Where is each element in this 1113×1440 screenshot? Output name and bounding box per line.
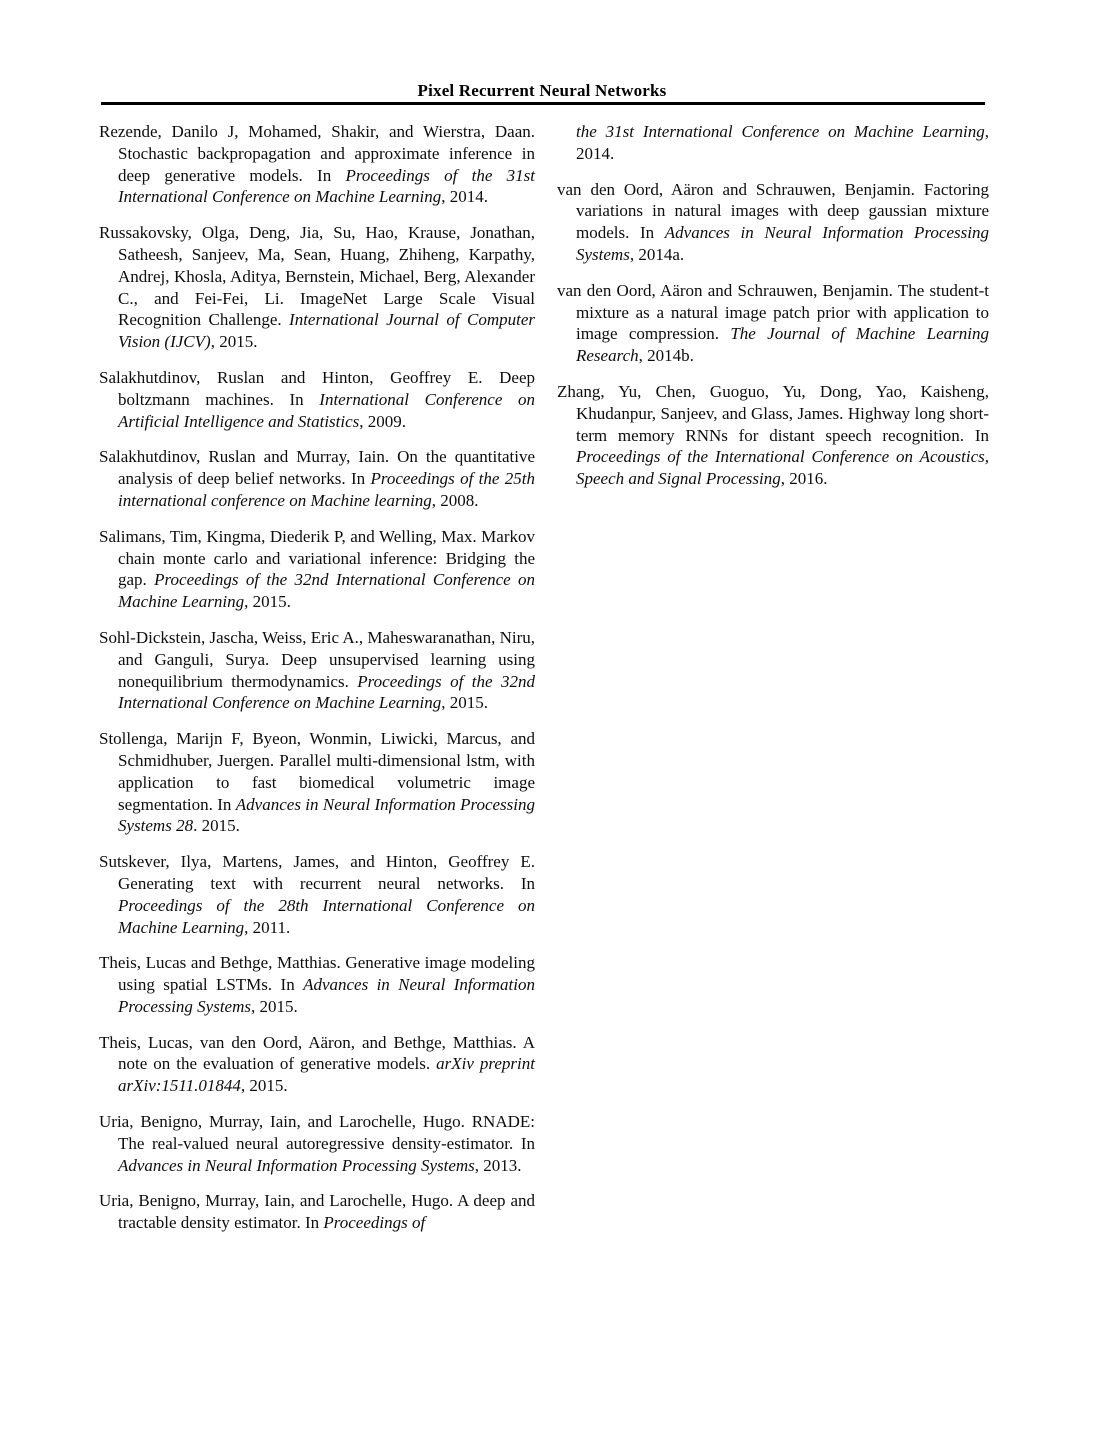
references-column-left bbox=[99, 121, 535, 1248]
reference-text: , 2011. bbox=[244, 917, 291, 937]
reference-venue-text: Proceedings of the 28th International Conference on Machine Learning bbox=[118, 895, 535, 937]
reference-venue-text: Proceedings of the International Conference on Acoustics, Speech and Signal Processing bbox=[576, 447, 989, 489]
reference-text: , 2015. bbox=[210, 332, 258, 352]
reference-entry bbox=[99, 851, 535, 938]
reference-text: , 2008. bbox=[431, 490, 479, 510]
reference-text: , 2016. bbox=[780, 469, 828, 489]
reference-text: , 2015. bbox=[251, 996, 298, 1016]
reference-text: Rezende, Danilo J, Mohamed, Shakir, and Wierstra, Daan. Stochastic backpropagation and approximate inference in deep generative models. In bbox=[99, 122, 535, 185]
reference-venue-text: Proceedings of the 32nd International Conference on Machine Learning bbox=[118, 570, 536, 612]
references-column-right bbox=[557, 121, 989, 504]
reference-venue-text: The Journal of Machine Learning Research bbox=[576, 324, 990, 366]
reference-venue-text: International Conference on Artificial Intelligence and Statistics bbox=[118, 389, 535, 431]
reference-text: , 2014. bbox=[441, 187, 489, 207]
reference-venue-text: Advances in Neural Information Processing Systems 28 bbox=[118, 794, 535, 836]
reference-text: Uria, Benigno, Murray, Iain, and Larochelle, Hugo. RNADE: The real-valued neural autoregressive density-estimator. In bbox=[99, 1112, 535, 1153]
reference-entry bbox=[557, 280, 989, 367]
reference-text: , 2014b. bbox=[638, 346, 694, 366]
reference-entry bbox=[99, 526, 535, 613]
reference-venue-text: Proceedings of the 32nd International Conference on Machine Learning bbox=[118, 671, 535, 713]
reference-text: . 2015. bbox=[193, 816, 240, 836]
reference-venue-text: Proceedings of the 25th international conference on Machine learning bbox=[118, 469, 536, 510]
reference-venue-text: Advances in Neural Information Processing Systems bbox=[118, 975, 535, 1016]
reference-venue-text: Advances in Neural Information Processing Systems bbox=[576, 223, 989, 264]
reference-text: Salakhutdinov, Ruslan and Hinton, Geoffrey E. Deep boltzmann machines. In bbox=[99, 367, 535, 409]
reference-entry bbox=[99, 728, 535, 837]
reference-text: Sutskever, Ilya, Martens, James, and Hinton, Geoffrey E. Generating text with recurrent neural networks. In bbox=[99, 852, 535, 893]
header-rule bbox=[101, 102, 985, 105]
reference-text: Salakhutdinov, Ruslan and Murray, Iain. On the quantitative analysis of deep belief networks. In bbox=[99, 447, 535, 489]
reference-venue-text: Proceedings of bbox=[323, 1213, 426, 1233]
reference-venue-text: the 31st International Conference on Machine Learning bbox=[576, 122, 985, 141]
reference-venue-text: arXiv preprint arXiv:1511.01844 bbox=[118, 1054, 535, 1096]
reference-text: van den Oord, Aäron and Schrauwen, Benjamin. Factoring variations in natural images with deep gaussian mixture models. In bbox=[557, 179, 989, 243]
reference-venue-text: International Journal of Computer Vision (IJCV) bbox=[118, 310, 535, 352]
reference-text: Theis, Lucas and Bethge, Matthias. Generative image modeling using spatial LSTMs. In bbox=[99, 953, 535, 995]
reference-entry bbox=[99, 222, 535, 353]
reference-entry bbox=[99, 1190, 535, 1234]
reference-entry bbox=[99, 121, 535, 208]
reference-entry bbox=[557, 381, 989, 490]
reference-venue-text: Proceedings of the 31st International Conference on Machine Learning bbox=[118, 165, 535, 207]
reference-entry bbox=[99, 952, 535, 1017]
reference-text: Theis, Lucas, van den Oord, Aäron, and Bethge, Matthias. A note on the evaluation of generative models. bbox=[99, 1032, 535, 1074]
reference-entry bbox=[557, 179, 989, 266]
reference-entry bbox=[99, 367, 535, 432]
reference-entry-continuation bbox=[557, 121, 989, 165]
reference-text: , 2015. bbox=[441, 693, 489, 713]
reference-text: Sohl-Dickstein, Jascha, Weiss, Eric A., Maheswaranathan, Niru, and Ganguli, Surya. Deep unsupervised learning using nonequilibrium thermodynamics. bbox=[99, 627, 535, 691]
reference-text: , 2009. bbox=[359, 411, 407, 431]
reference-text: van den Oord, Aäron and Schrauwen, Benjamin. The student-t mixture as a natural image patch prior with application to image compression. bbox=[557, 280, 989, 344]
reference-text: Uria, Benigno, Murray, Iain, and Larochelle, Hugo. A deep and tractable density estimator. In bbox=[99, 1191, 535, 1233]
reference-entry bbox=[99, 627, 535, 714]
reference-text: Zhang, Yu, Chen, Guoguo, Yu, Dong, Yao, Kaisheng, Khudanpur, Sanjeev, and Glass, James. Highway long short-term memory RNNs for distant speech recognition. In bbox=[557, 381, 989, 445]
reference-entry bbox=[99, 446, 535, 511]
reference-text: , 2015. bbox=[244, 592, 291, 612]
reference-text: , 2014a. bbox=[629, 244, 685, 264]
reference-text: Russakovsky, Olga, Deng, Jia, Su, Hao, Krause, Jonathan, Satheesh, Sanjeev, Ma, Sean, Huang, Zhiheng, Karpathy, Andrej, Khosla, Aditya, Bernstein, Michael, Berg, Alexander C., and Fei-Fei, Li. ImageNet Large Scale Visual Recognition Challenge. bbox=[99, 223, 535, 330]
reference-venue-text: Advances in Neural Information Processing Systems bbox=[118, 1155, 475, 1175]
reference-text: , 2015. bbox=[240, 1076, 288, 1096]
reference-entry bbox=[99, 1032, 535, 1097]
running-head-title: Pixel Recurrent Neural Networks bbox=[417, 81, 667, 100]
reference-text: , 2014. bbox=[576, 122, 989, 163]
reference-entry bbox=[99, 1111, 535, 1176]
reference-text: Stollenga, Marijn F, Byeon, Wonmin, Liwicki, Marcus, and Schmidhuber, Juergen. Parallel multi-dimensional lstm, with application to fast biomedical volumetric image segmentation. In bbox=[99, 729, 535, 814]
reference-text: , 2013. bbox=[474, 1155, 522, 1175]
reference-text: Salimans, Tim, Kingma, Diederik P, and Welling, Max. Markov chain monte carlo and variational inference: Bridging the gap. bbox=[99, 526, 535, 590]
